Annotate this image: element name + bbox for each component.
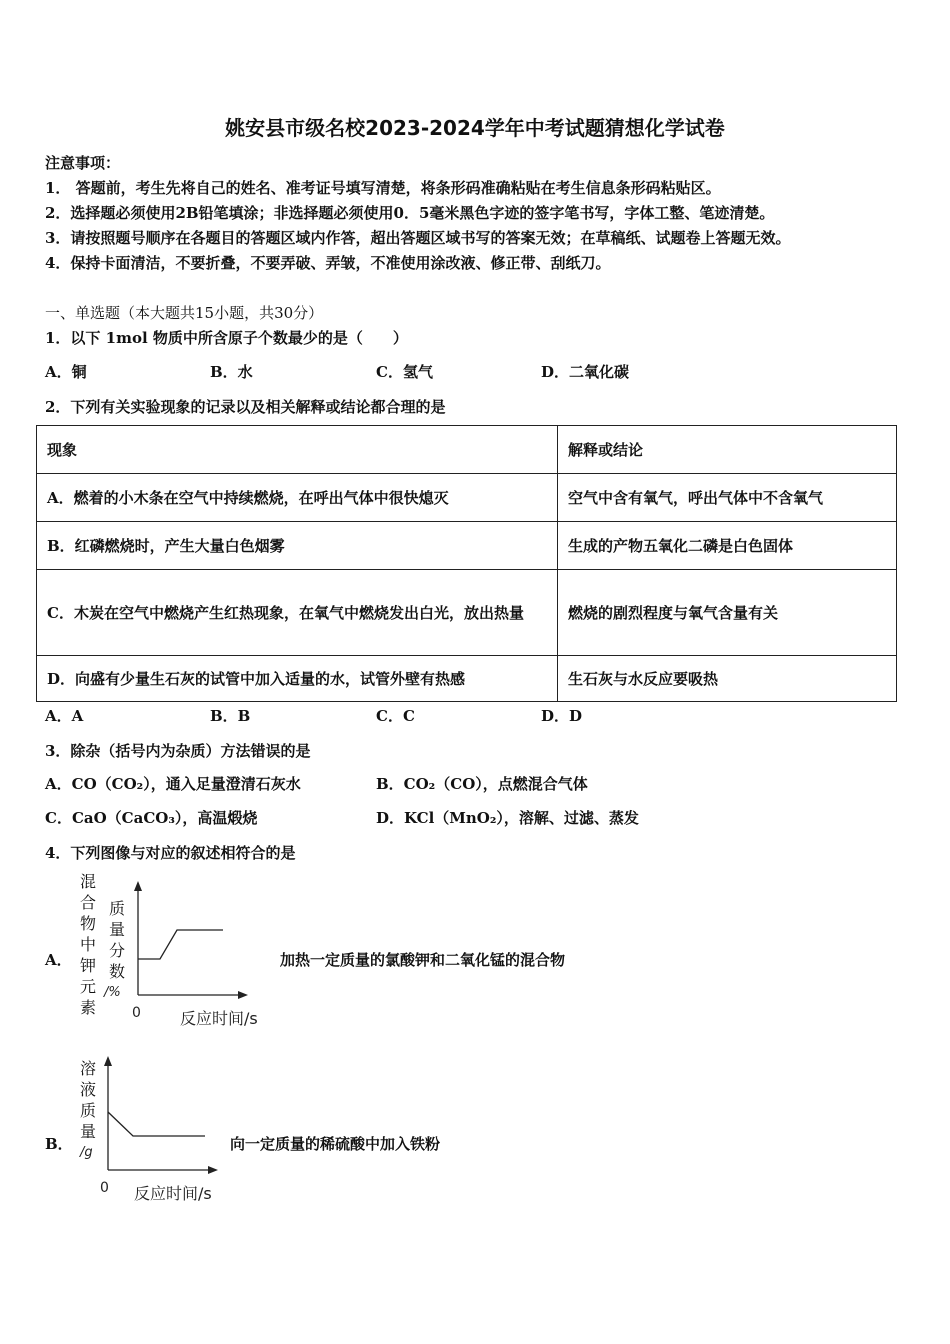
- q1-option-b: B．水: [210, 363, 253, 381]
- q4-option-b-caption: 向一定质量的稀硫酸中加入铁粉: [230, 1135, 441, 1153]
- q3-option-c: C．CaO（CaCO₃），高温煅烧: [45, 809, 258, 827]
- table-row: [37, 474, 897, 522]
- q1-option-d: D．二氧化碳: [541, 363, 630, 381]
- graph-b-origin: 0: [100, 1180, 109, 1196]
- table-row: [37, 570, 897, 656]
- graph-b-x-arrow: [208, 1166, 218, 1174]
- table-row: [37, 522, 897, 570]
- table-header-row: [37, 426, 897, 474]
- table-cell-phenomenon: C．木炭在空气中燃烧产生红热现象，在氧气中燃烧发出白光，放出热量: [47, 603, 524, 622]
- graph-b-yunit: /g: [80, 1145, 93, 1160]
- q1-stem: 1．以下 1mol 物质中所含原子个数最少的是（ ）: [45, 329, 408, 347]
- table-cell-conclusion: 生石灰与水反应要吸热: [558, 656, 897, 702]
- graph-a-ylabel-right: 质量分数: [108, 899, 125, 981]
- notice-item: 2．选择题必须使用2B铅笔填涂；非选择题必须使用0．5毫米黑色字迹的签字笔书写，字体工整、笔迹清楚。: [45, 204, 775, 222]
- graph-a-y-arrow: [134, 881, 142, 891]
- graph-a-xlabel: 反应时间/s: [180, 1009, 258, 1028]
- table-cell-conclusion: 空气中含有氧气，呼出气体中不含氧气: [558, 474, 897, 522]
- q1-option-a: A．铜: [45, 363, 87, 381]
- table-cell-phenomenon: A．燃着的小木条在空气中持续燃烧，在呼出气体中很快熄灭: [37, 474, 558, 522]
- notice-heading: 注意事项：: [45, 154, 121, 172]
- table-cell-conclusion: 生成的产物五氧化二磷是白色固体: [558, 522, 897, 570]
- q4-stem: 4．下列图像与对应的叙述相符合的是: [45, 844, 296, 862]
- q3-stem: 3．除杂（括号内为杂质）方法错误的是: [45, 742, 311, 760]
- page-title: 姚安县市级名校2023-2024学年中考试题猜想化学试卷: [225, 116, 725, 140]
- q3-option-a: A．CO（CO₂），通入足量澄清石灰水: [45, 775, 301, 793]
- table-cell-conclusion: 燃烧的剧烈程度与氧气含量有关: [558, 570, 897, 656]
- q2-stem: 2．下列有关实验现象的记录以及相关解释或结论都合理的是: [45, 398, 446, 416]
- graph-a-chart: [125, 880, 255, 1005]
- graph-a-x-arrow: [238, 991, 248, 999]
- notice-item: 4．保持卡面清洁，不要折叠，不要弄破、弄皱，不准使用涂改液、修正带、刮纸刀。: [45, 254, 611, 272]
- table-header-phenomenon: 现象: [37, 426, 558, 474]
- graph-b-y-arrow: [104, 1056, 112, 1066]
- table-cell-phenomenon: D．向盛有少量生石灰的试管中加入适量的水，试管外壁有热感: [37, 656, 558, 702]
- experiment-table: [36, 425, 897, 702]
- notice-item: 3．请按照题号顺序在各题目的答题区域内作答，超出答题区域书写的答案无效；在草稿纸、试题卷上答题无效。: [45, 229, 791, 247]
- graph-a-origin: 0: [132, 1005, 141, 1021]
- q2-option-b: B．B: [210, 707, 251, 725]
- table-header-conclusion: 解释或结论: [558, 426, 897, 474]
- graph-b-ylabel: 溶液质量: [79, 1059, 96, 1141]
- q2-option-d: D．D: [541, 707, 583, 725]
- notice-item: 1． 答题前，考生先将自己的姓名、准考证号填写清楚，将条形码准确粘贴在考生信息条形码粘贴区。: [45, 179, 721, 197]
- graph-b-xlabel: 反应时间/s: [134, 1184, 212, 1203]
- graph-a-yunit: /%: [104, 985, 121, 1000]
- q3-option-b: B．CO₂（CO），点燃混合气体: [376, 775, 588, 793]
- q2-option-c: C．C: [376, 707, 415, 725]
- section-heading: 一、单选题（本大题共15小题，共30分）: [45, 304, 324, 322]
- q4-option-a-caption: 加热一定质量的氯酸钾和二氧化锰的混合物: [280, 951, 566, 969]
- graph-a-curve: [138, 930, 223, 959]
- table-cell-phenomenon: B．红磷燃烧时，产生大量白色烟雾: [37, 522, 558, 570]
- q2-option-a: A．A: [45, 707, 84, 725]
- q4-option-b-label: B．: [45, 1135, 73, 1153]
- q4-option-a-label: A．: [45, 951, 72, 969]
- q3-option-d: D．KCl（MnO₂），溶解、过滤、蒸发: [376, 809, 639, 827]
- table-row: [37, 656, 897, 702]
- graph-b-curve: [108, 1112, 205, 1136]
- q1-option-c: C．氢气: [376, 363, 433, 381]
- graph-b-chart: [95, 1055, 225, 1180]
- graph-a-ylabel-left: 混合物中钾元素: [79, 872, 96, 1017]
